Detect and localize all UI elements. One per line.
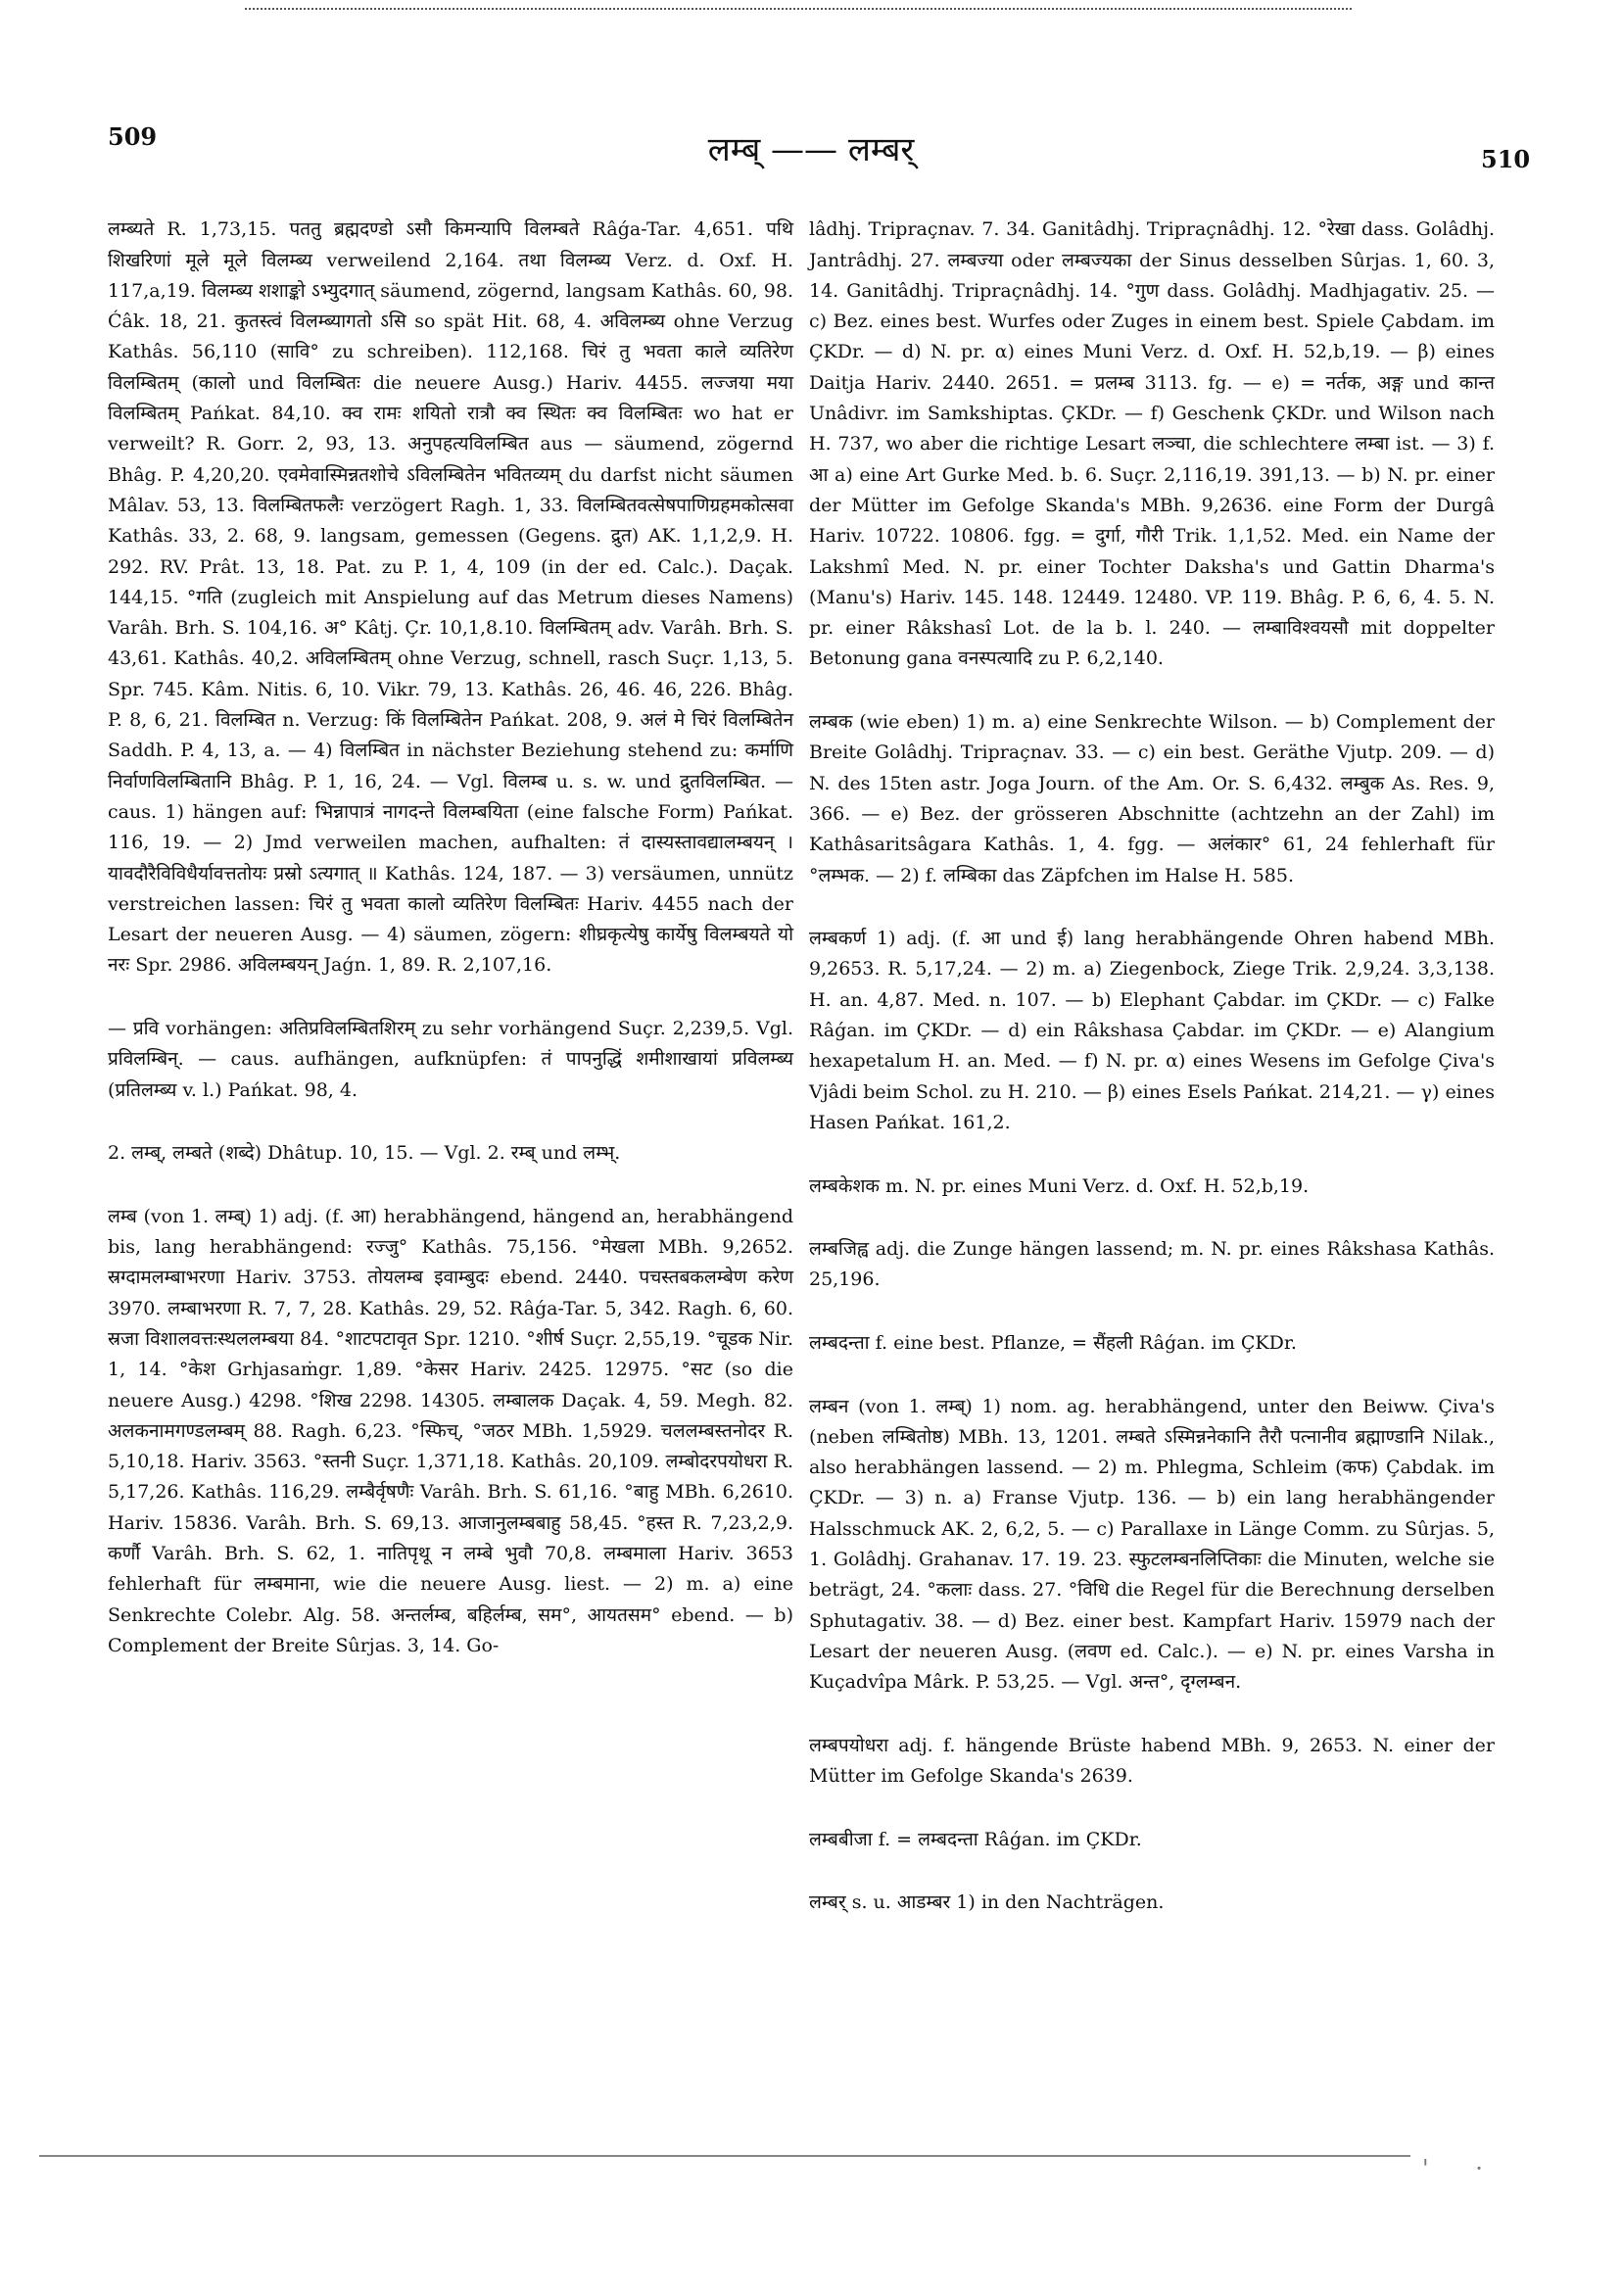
left-page-number: 509 <box>108 122 158 151</box>
entry-lambakeshaka: लम्बकेशक m. N. pr. eines Muni Verz. d. Oxf. H. 52,b,19. <box>809 1174 1310 1197</box>
entry-lamba-continued: lâdhj. Tripraçnav. 7. 34. Ganitâdhj. Tripraçnâdhj. 12. °रेखा dass. Golâdhj. Jantrâdhj. 27. लम्बज्या oder लम्बज्यका der Sinus desselben Sûrjas. 1, 60. 3, 14. Ganitâdhj. Tripraçnâdhj. 14. °गुण dass. Golâdhj. Madhjagativ. 25. — c) Bez. eines best. Wurfes oder Zuges in einem best. Spiele Çabdam. im ÇKDr. — d) N. pr. α) eines Muni Verz. d. Oxf. H. 52,b,19. — β) eines Daitja Hariv. 2440. 2651. = प्रलम्ब 3113. fg. — e) = नर्तक, अङ्ग und कान्त Unâdivr. im Samkshiptas. ÇKDr. — f) Geschenk ÇKDr. und Wilson nach H. 737, wo aber die richtige Lesart लञ्चा, die schlechtere लम्बा ist. — 3) f. आ a) eine Art Gurke Med. b. 6. Suçr. 2,116,19. 391,13. — b) N. pr. einer der Mütter im Gefolge Skanda's MBh. 9,2636. eine Form der Durgâ Hariv. 10722. 10806. fgg. = दुर्गा, गौरी Trik. 1,1,52. Med. ein Name der Lakshmî Med. N. pr. einer Tochter Daksha's und Gattin Dharma's (Manu's) Hariv. 145. 148. 12449. 12480. VP. 119. Bhâg. P. 6, 6, 4. 5. N. pr. einer Râkshasî Lot. de la b. l. 240. — लम्बाविश्वयसौ mit doppelter Betonung gana वनस्पत्यादि zu P. 6,2,140. <box>809 218 1495 670</box>
entry-lambana: लम्बन (von 1. लम्ब्) 1) nom. ag. herabhängend, unter den Beiww. Çiva's (neben लम्बितोष्ठ) MBh. 13, 1201. लम्बते ऽस्मिन्ननेकानि तैरौ पत्नानीव ब्रह्माण्डानि Nilak., also herabhängen lassend. — 2) m. Phlegma, Schleim (कफ) Çabdak. im ÇKDr. — 3) n. a) Franse Vjutp. 136. — b) ein lang herabhängender Halsschmuck AK. 2, 6,2, 5. — c) Parallaxe in Länge Comm. zu Sûrjas. 5, 1. Golâdhj. Grahanav. 17. 19. 23. स्फुटलम्बनलिप्तिकाः die Minuten, welche sie beträgt, 24. °कलाः dass. 27. °विधि die Regel für die Berechnung derselben Sphutagativ. 38. — d) Bez. einer best. Kampfart Hariv. 15979 nach der Lesart der neueren Ausg. (लवण ed. Calc.). — e) N. pr. eines Varsha in Kuçadvîpa Mârk. P. 53,25. — Vgl. अन्त°, दृग्लम्बन. <box>809 1395 1495 1694</box>
entry-lamba: लम्ब (von 1. लम्ब्) 1) adj. (f. आ) herabhängend, hängend an, herabhängend bis, lang herabhängend: रज्जु° Kathâs. 75,156. °मेखला MBh. 9,2652. स्रग्दामलम्बाभरणा Hariv. 3753. तोयलम्ब इवाम्बुदः ebend. 2440. पचस्तबकलम्बेण करेण 3970. लम्बाभरणा R. 7, 7, 28. Kathâs. 29, 52. Râǵa-Tar. 5, 342. Ragh. 6, 60. स्रजा विशालवत्तःस्थललम्बया 84. °शाटपटावृत Spr. 1210. °शीर्ष Suçr. 2,55,19. °चूडक Nir. 1, 14. °केश Grhjasaṁgr. 1,89. °केसर Hariv. 2425. 12975. °सट (so die neuere Ausg.) 4298. °शिख 2298. 14305. लम्बालक Daçak. 4, 59. Megh. 82. अलकनामगण्डलम्बम् 88. Ragh. 6,23. °स्फिच्, °जठर MBh. 1,5929. चललम्बस्तनोदर R. 5,10,18. Hariv. 3563. °स्तनी Suçr. 1,371,18. Kathâs. 20,109. लम्बोदरपयोधरा R. 5,17,26. Kathâs. 116,29. लम्बैर्वृषणैः Varâh. Brh. S. 61,16. °बाहु MBh. 6,2610. Hariv. 15836. Varâh. Brh. S. 69,13. आजानुलम्बबाहु 58,45. °हस्त R. 7,23,2,9. कर्णौ Varâh. Brh. S. 62, 1. नातिपृथू न लम्बे भुवौ 70,8. लम्बमाला Hariv. 3653 fehlerhaft für लम्बमाना, wie die neuere Ausg. liest. — 2) m. a) eine Senkrechte Colebr. Alg. 58. अन्तर्लम्ब, बहिर्लम्ब, सम°, आयतसम° ebend. — b) Complement der Breite Sûrjas. 3, 14. Go- <box>108 1205 793 1656</box>
top-edge-rule <box>245 8 1352 10</box>
bottom-rule <box>39 2155 1410 2157</box>
entry-lambadanta: लम्बदन्ता f. eine best. Pflanze, = सैंहली Râǵan. im ÇKDr. <box>809 1331 1297 1354</box>
entry-lambar: लम्बर् s. u. आडम्बर 1) in den Nachträgen. <box>809 1891 1165 1914</box>
right-page-number: 510 <box>1481 145 1531 173</box>
right-column <box>809 184 1495 1949</box>
entry-lambakarna: लम्बकर्ण 1) adj. (f. आ und ई) lang herabhängende Ohren habend MBh. 9,2653. R. 5,17,24. — 2) m. a) Ziegenbock, Ziege Trik. 2,9,24. 3,3,138. H. an. 4,87. Med. n. 107. — b) Elephant Çabdar. im ÇKDr. — c) Falke Râǵan. im ÇKDr. — d) ein Râkshasa Çabdar. im ÇKDr. — e) Alangium hexapetalum H. an. Med. — f) N. pr. α) eines Wesens im Gefolge Çiva's Vjâdi beim Schol. zu H. 210. — β) eines Esels Pańkat. 214,21. — γ) eines Hasen Pańkat. 161,2. <box>809 928 1495 1133</box>
left-column <box>108 184 793 1693</box>
entry-lambapayodhara: लम्बपयोधरा adj. f. hängende Brüste habend MBh. 9, 2653. N. einer der Mütter im Gefolge Skanda's 2639. <box>809 1734 1495 1788</box>
entry-lamb-2: 2. लम्ब्, लम्बते (शब्दे) Dhâtup. 10, 15. — Vgl. 2. रम्ब् und लम्भ्. <box>108 1142 621 1165</box>
entry-lambaka: लम्बक (wie eben) 1) m. a) eine Senkrechte Wilson. — b) Complement der Breite Golâdhj. Tripraçnav. 33. — c) ein best. Geräthe Vjutp. 209. — d) N. des 15ten astr. Joga Journ. of the Am. Or. S. 6,432. लम्बुक As. Res. 9, 366. — e) Bez. der grösseren Abschnitte (achtzehn an der Zahl) im Kathâsaritsâgara Kathâs. 1, 4. fgg. — अलंकार° 61, 24 fehlerhaft für °लम्भक. — 2) f. लम्बिका das Zäpfchen im Halse H. 585. <box>809 711 1495 886</box>
entry-lambabija: लम्बबीजा f. = लम्बदन्ता Râǵan. im ÇKDr. <box>809 1828 1142 1850</box>
bottom-marks: ' · <box>1422 2155 1503 2182</box>
entry-lambajihva: लम्बजिह्व adj. die Zunge hängen lassend; m. N. pr. eines Râkshasa Kathâs. 25,196. <box>809 1238 1495 1291</box>
entry-pravi: — प्रवि vorhängen: अतिप्रविलम्बितशिरम् zu sehr vorhängend Suçr. 2,239,5. Vgl. प्रविलम्बिन्. — caus. aufhängen, aufknüpfen: तं पापनुद्धिं शमीशाखायां प्रविलम्ब्य (प्रतिलम्ब्य v. l.) Pańkat. 98, 4. <box>108 1018 793 1101</box>
entry-lambate-continued: लम्ब्यते R. 1,73,15. पततु ब्रह्मदण्डो ऽसौ किमन्यापि विलम्बते Râǵa-Tar. 4,651. पथि शिखरिणां मूले मूले विलम्ब्य verweilend 2,164. तथा विलम्ब्य Verz. d. Oxf. H. 117,a,19. विलम्ब्य शशाङ्को ऽभ्युदगात् säumend, zögernd, langsam Kathâs. 60, 98. Ćâk. 18, 21. कुतस्त्वं विलम्ब्यागतो ऽसि so spät Hit. 68, 4. अविलम्ब्य ohne Verzug Kathâs. 56,110 (सावि° zu schreiben). 112,168. चिरं तु भवता काले व्यतिरेण विलम्बितम् (कालो und विलम्बितः die neuere Ausg.) Hariv. 4455. लज्जया मया विलम्बितम् Pańkat. 84,10. क्व रामः शयितो रात्रौ क्व स्थितः क्व विलम्बितः wo hat er verweilt? R. Gorr. 2, 93, 13. अनुपहत्यविलम्बित aus — säumend, zögernd Bhâg. P. 4,20,20. एवमेवास्मिन्नतशोचे ऽविलम्बितेन भवितव्यम् du darfst nicht säumen Mâlav. 53, 13. विलम्बितफलैः verzögert Ragh. 1, 33. विलम्बितवत्सेषपाणिग्रहमकोत्सवा Kathâs. 33, 2. 68, 9. langsam, gemessen (Gegens. द्रुत) AK. 1,1,2,9. H. 292. RV. Prât. 13, 18. Pat. zu P. 1, 4, 109 (in der ed. Calc.). Daçak. 144,15. °गति (zugleich mit Anspielung auf das Metrum dieses Namens) Varâh. Brh. S. 104,16. अ° Kâtj. Çr. 10,1,8.10. विलम्बितम् adv. Varâh. Brh. S. 43,61. Kathâs. 40,2. अविलम्बितम् ohne Verzug, schnell, rasch Suçr. 1,13, 5. Spr. 745. Kâm. Nitis. 6, 10. Vikr. 79, 13. Kathâs. 26, 46. 46, 226. Bhâg. P. 8, 6, 21. विलम्बित n. Verzug: किं विलम्बितेन Pańkat. 208, 9. अलं मे चिरं विलम्बितेन Saddh. P. 4, 13, a. — 4) विलम्बित in nächster Beziehung stehend zu: कर्माणि निर्वाणविलम्बितानि Bhâg. P. 1, 16, 24. — Vgl. विलम्ब u. s. w. und द्रुतविलम्बित. — caus. 1) hängen auf: भिन्नापात्रं नागदन्ते विलम्बयिता (eine falsche Form) Pańkat. 116, 19. — 2) Jmd verweilen machen, aufhalten: तं दास्यस्तावद्यालम्बयन् । यावदौरैविविधैर्यावत्ततोयः प्रस्रो ऽत्यगात् ॥ Kathâs. 124, 187. — 3) versäumen, unnütz verstreichen lassen: चिरं तु भवता कालो व्यतिरेण विलम्बितः Hariv. 4455 nach der Lesart der neueren Ausg. — 4) säumen, zögern: शीघ्रकृत्येषु कार्येषु विलम्बयते यो नरः Spr. 2986. अविलम्बयन् Jaǵn. 1, 89. R. 2,107,16. <box>108 218 793 977</box>
running-head: लम्ब् —— लम्बर् <box>707 130 915 169</box>
